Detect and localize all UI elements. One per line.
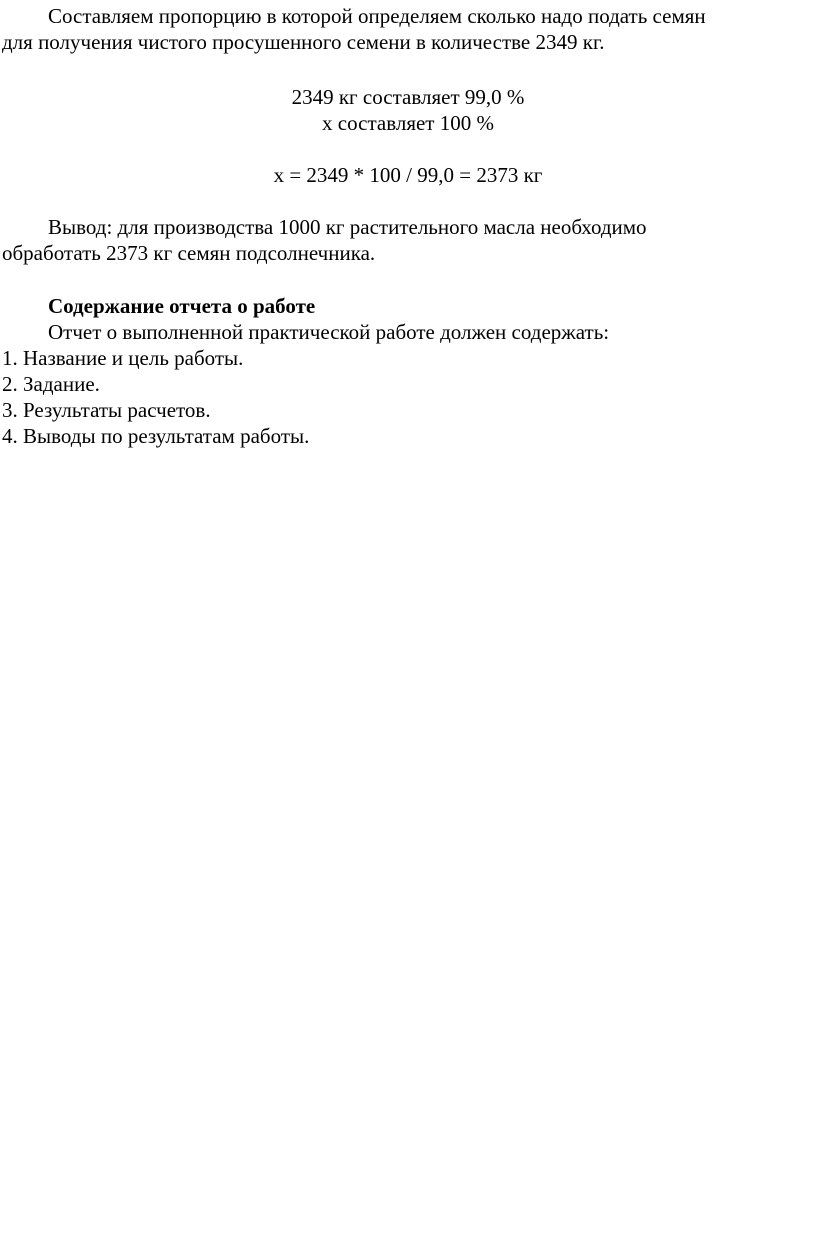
proportion-line-2: х составляет 100 % xyxy=(322,111,494,135)
list-item: 4. Выводы по результатам работы. xyxy=(2,424,310,448)
conclusion-line-2: обработать 2373 кг семян подсолнечника. xyxy=(2,241,376,265)
list-item: 2. Задание. xyxy=(2,372,100,396)
proportion-line-1: 2349 кг составляет 99,0 % xyxy=(291,85,525,109)
report-intro: Отчет о выполненной практической работе должен содержать: xyxy=(48,320,610,344)
paragraph-1-line-2: для получения чистого просушенного семени в количестве 2349 кг. xyxy=(2,30,605,54)
report-items-list xyxy=(2,345,309,449)
report-heading: Содержание отчета о работе xyxy=(48,294,316,318)
conclusion-line-1: Вывод: для производства 1000 кг растительного масла необходимо xyxy=(48,215,647,239)
list-item: 3. Результаты расчетов. xyxy=(2,398,211,422)
paragraph-1-line-1: Составляем пропорцию в которой определяем сколько надо подать семян xyxy=(48,4,706,28)
list-item: 1. Название и цель работы. xyxy=(2,346,244,370)
formula-line: х = 2349 * 100 / 99,0 = 2373 кг xyxy=(273,163,543,187)
